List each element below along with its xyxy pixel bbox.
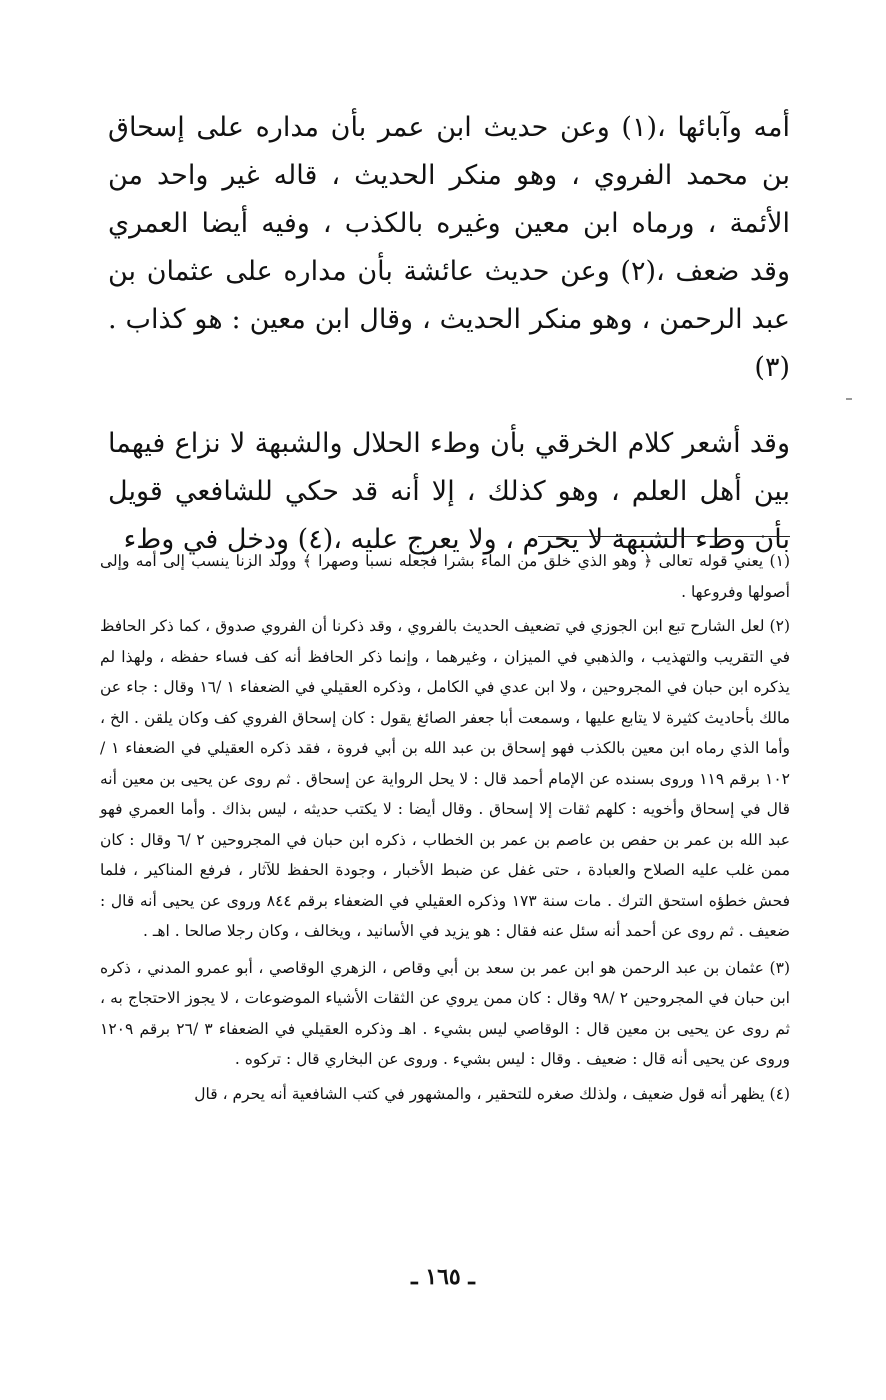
footnote-1: (١) يعني قوله تعالى ﴿ وهو الذي خلق من الماء بشرا فجعله نسبا وصهرا ﴾ وولد الزنا ينسب إلى أمه وإلى أصولها وفروعها . xyxy=(100,552,790,601)
margin-mark xyxy=(846,398,852,400)
footnote-divider xyxy=(538,536,790,537)
main-paragraph-1: أمه وآبائها ،(١) وعن حديث ابن عمر بأن مداره على إسحاق بن محمد الفروي ، وهو منكر الحديث ، قاله غير واحد من الأئمة ، ورماه ابن معين وغيره بالكذب ، وفيه أيضا العمري وقد ضعف ،(٢) وعن حديث عائشة بأن مداره على عثمان بن عبد الرحمن ، وهو منكر الحديث ، وقال ابن معين : هو كذاب .(٣) xyxy=(108,112,790,383)
page-number: ـ ١٦٥ ـ xyxy=(411,1264,475,1290)
footnotes xyxy=(100,546,790,1113)
footnote-4: (٤) يظهر أنه قول ضعيف ، ولذلك صغره للتحقير ، والمشهور في كتب الشافعية أنه يحرم ، قال xyxy=(194,1084,790,1103)
footnote-2: (٢) لعل الشارح تبع ابن الجوزي في تضعيف الحديث بالفروي ، وقد ذكرنا أن الفروي صدوق ، كما ذكر الحافظ في التقريب والتهذيب ، والذهبي في الميزان ، وغيرهما ، وإنما ذكر الحافظ أنه كف فساء حفظه ، ولهذا لم يذكره ابن حبان في المجروحين ، ولا ابن عدي في الكامل ، وذكره العقيلي في الضعفاء ١ /١٦ وقال : جاء عن مالك بأحاديث كثيرة لا يتابع عليها ، وسمعت أبا جعفر الصائغ يقول : كان إسحاق الفروي كف وكان يلقن . الخ ، وأما الذي رماه ابن معين بالكذب فهو إسحاق بن عبد الله بن أبي فروة ، فقد ذكره العقيلي في الضعفاء ١ /١٠٢ برقم ١١٩ وروى بسنده عن الإمام أحمد قال : لا يحل الرواية عن إسحاق . ثم روى عن يحيى بن معين أنه قال في إسحاق وأخويه : كلهم ثقات إلا إسحاق . وقال أيضا : لا يكتب حديثه ، ليس بذاك . وأما العمري فهو عبد الله بن عمر بن حفص بن عاصم بن عمر بن الخطاب ، ذكره ابن حبان في المجروحين ٢ /٦ وقال : كان ممن غلب عليه الصلاح والعبادة ، حتى غفل عن ضبط الأخبار ، وجودة الحفظ للآثار ، فرفع المناكير ، فلما فحش خطؤه استحق الترك . مات سنة ١٧٣ وذكره العقيلي في الضعفاء برقم ٨٤٤ وروى عن يحيى أنه قال : ضعيف . ثم روى عن أحمد أنه سئل عنه فقال : هو يزيد في الأسانيد ، ويخالف ، وكان رجلا صالحا . اهـ . xyxy=(100,617,791,940)
footnote-3: (٣) عثمان بن عبد الرحمن هو ابن عمر بن سعد بن أبي وقاص ، الزهري الوقاصي ، أبو عمرو المدني ، ذكره ابن حبان في المجروحين ٢ /٩٨ وقال : كان ممن يروي عن الثقات الأشياء الموضوعات ، لا يجوز الاحتجاج به ، ثم روى عن يحيى بن معين قال : الوقاصي ليس بشيء . اهـ وذكره العقيلي في الضعفاء ٣ /٢٦ برقم ١٢٠٩ وروى عن يحيى أنه قال : ضعيف . وقال : ليس بشيء . وروى عن البخاري قال : تركوه . xyxy=(100,958,790,1068)
main-text xyxy=(108,104,790,564)
main-paragraph-2: وقد أشعر كلام الخرقي بأن وطء الحلال والشبهة لا نزاع فيهما بين أهل العلم ، وهو كذلك ، إلا أنه قد حكي للشافعي قويل بأن وطء الشبهة لا يحرم ، ولا يعرج عليه ،(٤) ودخل في وطء xyxy=(108,428,790,555)
